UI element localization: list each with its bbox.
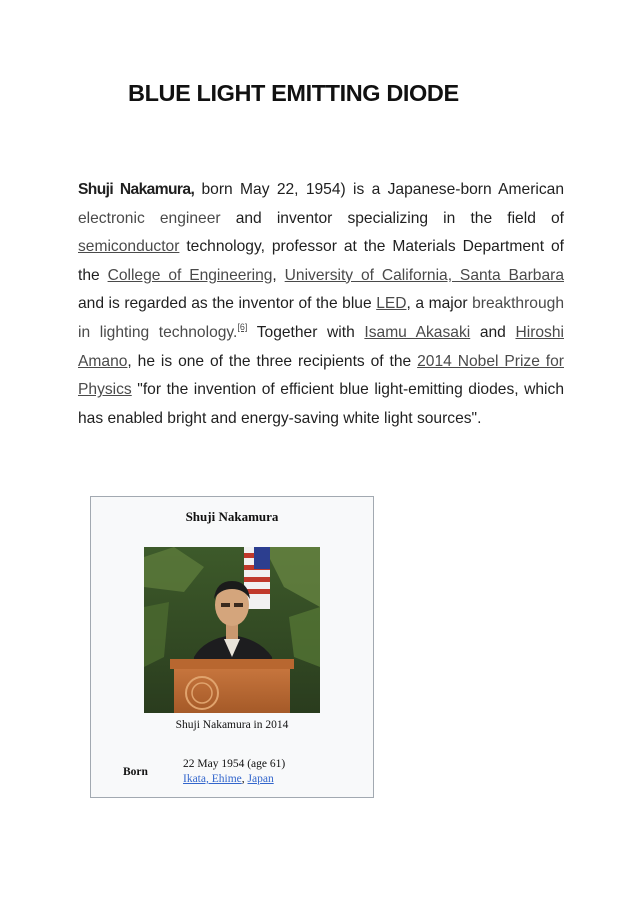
born-date: 22 May 1954 (age 61) — [183, 758, 286, 770]
paragraph-text: , he is one of the three recipients of the — [127, 352, 418, 370]
portrait-photo[interactable] — [144, 547, 320, 713]
born-row — [91, 743, 373, 797]
paragraph-text: and inventor specializing in the field of — [220, 209, 564, 227]
paragraph-text: "for the invention of efficient blue light-emitting diodes, which has enabled bright and energy-saving white light sources". — [78, 381, 564, 427]
document-title: BLUE LIGHT EMITTING DIODE — [128, 80, 459, 106]
link-led[interactable]: LED — [376, 295, 407, 313]
paragraph-text: technology, professor at the Materials Department of the — [78, 238, 564, 284]
link-ikata-ehime[interactable]: Ikata, Ehime — [183, 773, 242, 785]
place-separator: , — [241, 773, 248, 785]
paragraph-text: and — [470, 323, 516, 341]
intro-paragraph — [78, 176, 564, 433]
paragraph-text: Together with — [247, 323, 365, 341]
citation-link[interactable]: [6] — [237, 321, 248, 332]
paragraph-text: and is regarded as the inventor of the blue — [78, 295, 377, 313]
portrait-illustration — [144, 547, 320, 713]
born-label: Born — [123, 766, 148, 778]
infobox-title: Shuji Nakamura — [185, 509, 279, 524]
infobox — [90, 496, 374, 798]
link-ucsb[interactable]: University of California, Santa Barbara — [284, 266, 565, 284]
link-nobel-prize[interactable]: 2014 Nobel Prize for Physics — [78, 352, 564, 399]
link-electronic-engineer[interactable]: electronic engineer — [78, 209, 221, 227]
photo-caption: Shuji Nakamura in 2014 — [175, 719, 289, 731]
paragraph-text: born May 22, 1954) is a Japanese-born American — [194, 181, 564, 198]
link-japan[interactable]: Japan — [247, 773, 274, 785]
paragraph-text: , a major — [406, 295, 473, 313]
link-breakthrough[interactable]: breakthrough in lighting technology. — [78, 295, 564, 341]
link-hiroshi-amano[interactable]: Hiroshi Amano — [78, 323, 564, 370]
link-semiconductor[interactable]: semiconductor — [78, 238, 180, 256]
link-college-of-engineering[interactable]: College of Engineering — [107, 266, 273, 284]
paragraph-text: , — [272, 266, 285, 284]
subject-name: Shuji Nakamura, — [78, 181, 195, 198]
link-isamu-akasaki[interactable]: Isamu Akasaki — [364, 323, 471, 341]
born-value — [183, 757, 285, 787]
